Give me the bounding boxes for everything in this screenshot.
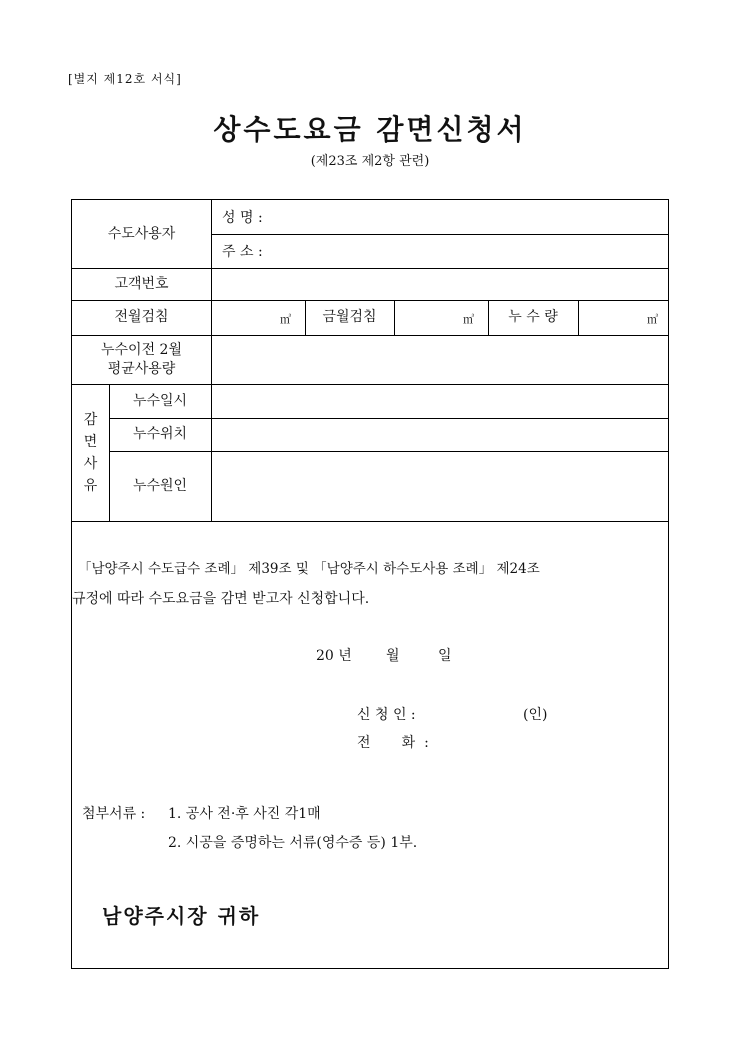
reduction-reason-char: 유	[83, 477, 98, 494]
applicant-seal: (인)	[523, 707, 548, 723]
reduction-reason-char: 면	[83, 433, 98, 450]
reduction-reason-char: 감	[83, 411, 98, 428]
applicant-label: 신 청 인 :	[357, 707, 416, 723]
avg-usage-label-line1: 누수이전 2월	[101, 341, 182, 358]
name-label: 성 명 :	[222, 210, 263, 226]
date-year: 20 년	[316, 648, 352, 664]
page-title: 상수도요금 감면신청서	[213, 113, 527, 146]
reduction-reason-char: 사	[83, 455, 98, 472]
application-form	[71, 199, 669, 969]
leak-location-label: 누수위치	[132, 426, 188, 442]
recipient: 남양주시장 귀하	[102, 904, 261, 928]
rule	[72, 521, 669, 522]
avg-usage-label-line2: 평균사용량	[107, 360, 176, 377]
unit-cubic-meter: ㎥	[280, 313, 291, 326]
leak-datetime-label: 누수일시	[132, 392, 188, 409]
prev-reading-label: 전월검침	[114, 309, 169, 325]
address-label: 주 소 :	[222, 244, 263, 260]
form-id: [별지 제12호 서식]	[68, 72, 182, 86]
statement-line2: 규정에 따라 수도요금을 감면 받고자 신청합니다.	[72, 591, 370, 607]
attachments-label: 첨부서류 :	[82, 806, 146, 822]
leak-cause-label: 누수원인	[132, 477, 188, 494]
rule	[211, 200, 212, 521]
statement-line1: 「남양주시 수도급수 조례」 제39조 및 「남양주시 하수도사용 조례」 제24조	[78, 561, 540, 577]
water-user-label: 수도사용자	[107, 225, 176, 242]
date-month: 월	[386, 648, 400, 664]
attachment-item: 1. 공사 전·후 사진 각1매	[168, 806, 321, 822]
unit-cubic-meter: ㎥	[647, 313, 658, 326]
rule	[578, 300, 579, 335]
rule	[211, 234, 669, 235]
unit-cubic-meter: ㎥	[463, 313, 474, 326]
rule	[394, 300, 395, 335]
curr-reading-label: 금월검침	[322, 309, 377, 325]
avg-usage-label	[72, 335, 211, 384]
leak-amount-label: 누 수 량	[508, 309, 558, 325]
attachment-item: 2. 시공을 증명하는 서류(영수증 등) 1부.	[168, 835, 418, 851]
page-subtitle: (제23조 제2항 관련)	[310, 154, 430, 169]
date-day: 일	[438, 648, 452, 664]
customer-no-label: 고객번호	[114, 275, 169, 292]
reduction-reason-label	[72, 384, 109, 521]
phone-label: 전 화 :	[357, 735, 429, 751]
